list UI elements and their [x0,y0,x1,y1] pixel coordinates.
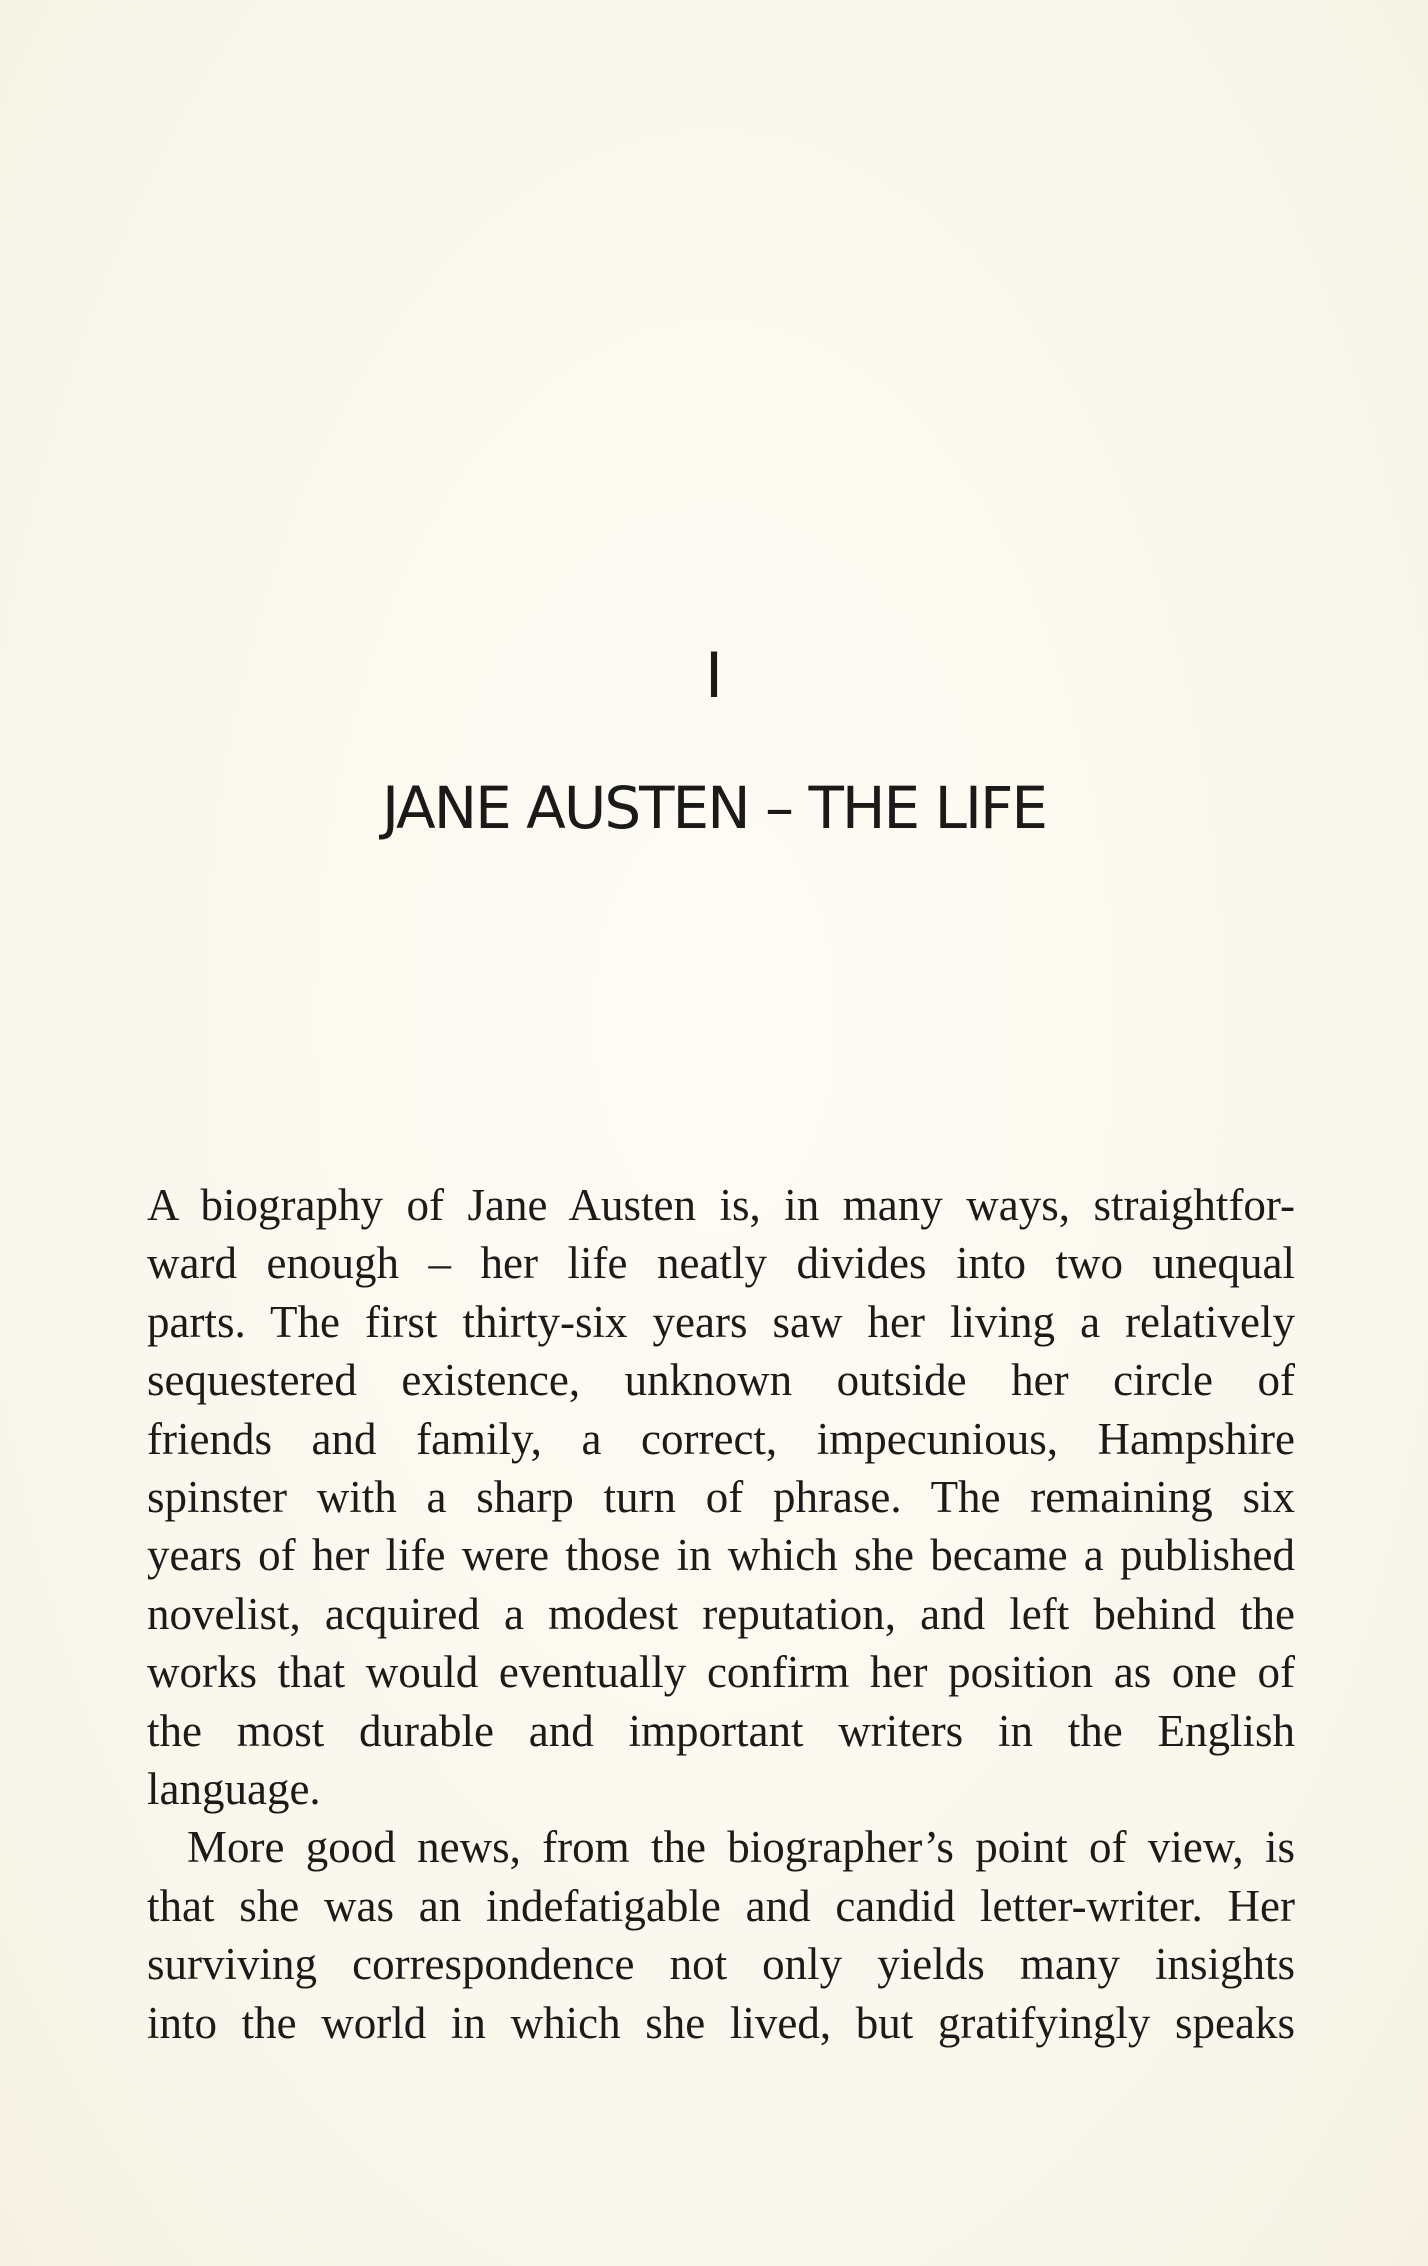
text-line: ward enough – her life neatly divides into two unequal [147,1238,1295,1289]
text-line: the most durable and important writers in the English [147,1705,1295,1756]
chapter-title: JANE AUSTEN – THE LIFE [381,774,1047,842]
text-line: into the world in which she lived, but gratifyingly speaks [147,1997,1295,2048]
text-line: spinster with a sharp turn of phrase. The remaining six [147,1472,1295,1523]
paragraph-1 [147,1176,1295,1818]
text-line: friends and family, a correct, impecunious, Hampshire [147,1413,1295,1464]
text-line: A biography of Jane Austen is, in many ways, straightfor- [147,1180,1295,1230]
chapter-number: I [704,639,724,712]
text-line: that she was an indefatigable and candid letter-writer. Her [147,1880,1295,1931]
text-line: years of her life were those in which she became a published [147,1530,1295,1581]
body-text [147,1176,1295,2052]
text-line: language. [147,1764,321,1815]
text-line: novelist, acquired a modest reputation, and left behind the [147,1588,1295,1639]
text-line: parts. The first thirty-six years saw her living a relatively [147,1296,1295,1347]
text-line: More good news, from the biographer’s point of view, is [187,1822,1295,1873]
text-line: sequestered existence, unknown outside her circle of [147,1355,1295,1406]
text-line: surviving correspondence not only yields many insights [147,1939,1295,1990]
text-line: works that would eventually confirm her position as one of [147,1647,1295,1698]
paragraph-2 [147,1818,1295,2052]
